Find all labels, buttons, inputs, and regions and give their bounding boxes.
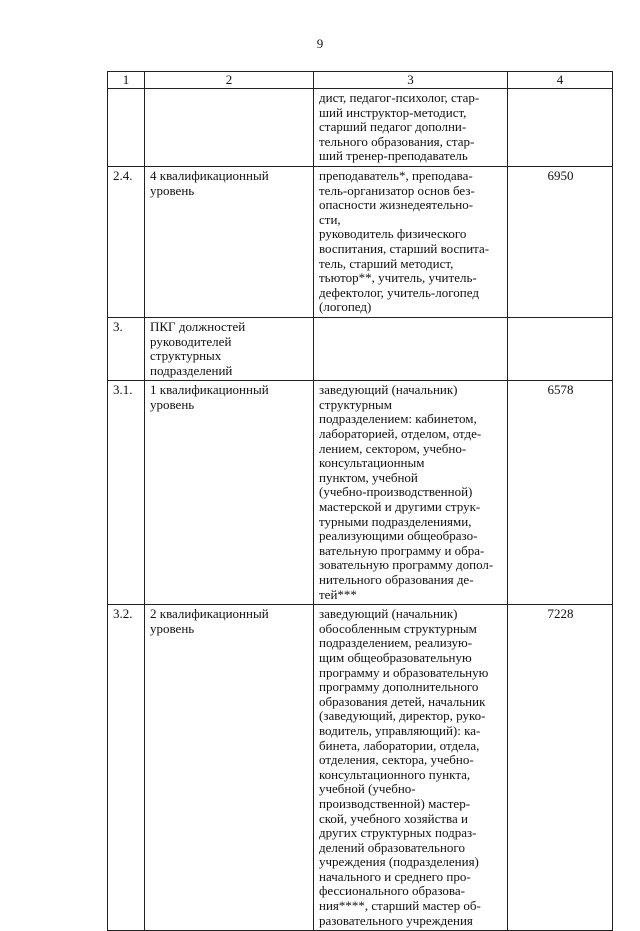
position-line: лабораторией, отделом, отде- bbox=[319, 426, 482, 442]
position-line: щим общеобразовательную bbox=[319, 649, 472, 665]
qualification-group-line: 2 квалификационный bbox=[150, 606, 269, 622]
table-body bbox=[108, 89, 613, 931]
positions-cell bbox=[314, 89, 508, 167]
position-line: структурным bbox=[319, 396, 393, 412]
table-row bbox=[108, 605, 613, 931]
positions-cell bbox=[314, 381, 508, 605]
qualification-group-line: 1 квалификационный bbox=[150, 382, 269, 398]
position-line: ший инструктор-методист, bbox=[319, 104, 467, 120]
position-line: программу и образовательную bbox=[319, 664, 489, 680]
position-line: заведующий (начальник) bbox=[319, 382, 458, 398]
position-line: фессионального образова- bbox=[319, 883, 465, 899]
position-line: тьютор**, учитель, учитель- bbox=[319, 270, 477, 286]
position-line: производственной) мастер- bbox=[319, 795, 471, 811]
qualification-group-line: подразделений bbox=[150, 362, 233, 378]
qualification-group-cell bbox=[145, 89, 314, 167]
qualification-group-line: ПКГ должностей bbox=[150, 318, 246, 334]
position-line: (учебно-производственной) bbox=[319, 484, 473, 500]
table-row bbox=[108, 381, 613, 605]
table-row bbox=[108, 89, 613, 167]
position-line: тель-организатор основ без- bbox=[319, 182, 475, 198]
header-col-4: 4 bbox=[508, 72, 613, 89]
qualification-group-line: уровень bbox=[150, 396, 195, 412]
position-line: пунктом, учебной bbox=[319, 469, 418, 485]
position-line: (заведующий, директор, руко- bbox=[319, 708, 486, 724]
table-row bbox=[108, 166, 613, 317]
position-line: старший педагог дополни- bbox=[319, 119, 467, 135]
row-number: 3. bbox=[108, 317, 145, 380]
position-line: водитель, управляющий): ка- bbox=[319, 722, 481, 738]
position-line: бинета, лаборатории, отдела, bbox=[319, 737, 480, 753]
position-line: ской, учебного хозяйства и bbox=[319, 810, 468, 826]
header-col-3: 3 bbox=[314, 72, 508, 89]
row-number bbox=[108, 89, 145, 167]
position-line: других структурных подраз- bbox=[319, 825, 477, 841]
salary-table bbox=[107, 71, 613, 931]
header-col-1: 1 bbox=[108, 72, 145, 89]
position-line: реализующими общеобразо- bbox=[319, 528, 478, 544]
position-line: руководитель физического bbox=[319, 226, 467, 242]
position-line: воспитания, старший воспита- bbox=[319, 240, 490, 256]
table-header-row bbox=[108, 72, 613, 89]
position-line: образования детей, начальник bbox=[319, 693, 486, 709]
header-col-2: 2 bbox=[145, 72, 314, 89]
salary-value bbox=[508, 89, 613, 167]
position-line: консультационным bbox=[319, 455, 425, 471]
position-line: тельного образования, стар- bbox=[319, 133, 475, 149]
positions-cell bbox=[314, 166, 508, 317]
position-line: учреждения (подразделения) bbox=[319, 854, 479, 870]
position-line: сти, bbox=[319, 211, 341, 227]
position-line: начального и среднего про- bbox=[319, 868, 471, 884]
salary-value: 6578 bbox=[508, 381, 613, 605]
qualification-group-cell bbox=[145, 605, 314, 931]
position-line: (логопед) bbox=[319, 299, 372, 315]
position-line: ния****, старший мастер об- bbox=[319, 898, 481, 914]
salary-value: 6950 bbox=[508, 166, 613, 317]
position-line: вательную программу и обра- bbox=[319, 542, 485, 558]
position-line: программу дополнительного bbox=[319, 679, 479, 695]
position-line: тей*** bbox=[319, 586, 357, 602]
positions-cell bbox=[314, 317, 508, 380]
position-line: зовательную программу допол- bbox=[319, 557, 494, 573]
position-line: делений образовательного bbox=[319, 839, 465, 855]
salary-value: 7228 bbox=[508, 605, 613, 931]
row-number: 3.1. bbox=[108, 381, 145, 605]
qualification-group-cell bbox=[145, 166, 314, 317]
position-line: тель, старший методист, bbox=[319, 255, 454, 271]
position-line: дист, педагог-психолог, стар- bbox=[319, 90, 480, 105]
table-row bbox=[108, 317, 613, 380]
qualification-group-line: руководителей bbox=[150, 333, 232, 349]
qualification-group-line: уровень bbox=[150, 182, 195, 198]
qualification-group-line: уровень bbox=[150, 620, 195, 636]
position-line: отделения, сектора, учебно- bbox=[319, 752, 474, 768]
position-line: турными подразделениями, bbox=[319, 513, 472, 529]
salary-value bbox=[508, 317, 613, 380]
position-line: учебной (учебно- bbox=[319, 781, 416, 797]
position-line: дефектолог, учитель-логопед bbox=[319, 284, 479, 300]
position-line: консультационного пункта, bbox=[319, 766, 471, 782]
position-line: нительного образования де- bbox=[319, 572, 474, 587]
row-number: 2.4. bbox=[108, 166, 145, 317]
position-line: обособленным структурным bbox=[319, 620, 477, 636]
position-line: подразделением, реализую- bbox=[319, 635, 473, 651]
position-line: подразделением: кабинетом, bbox=[319, 411, 477, 427]
position-line: преподаватель*, преподава- bbox=[319, 167, 473, 183]
qualification-group-cell bbox=[145, 317, 314, 380]
position-line: мастерской и другими струк- bbox=[319, 499, 481, 515]
position-line: заведующий (начальник) bbox=[319, 606, 458, 622]
position-line: ший тренер-преподаватель bbox=[319, 148, 468, 164]
qualification-group-line: 4 квалификационный bbox=[150, 167, 269, 183]
qualification-group-cell bbox=[145, 381, 314, 605]
page-number: 9 bbox=[316, 36, 324, 51]
positions-cell bbox=[314, 605, 508, 931]
qualification-group-line: структурных bbox=[150, 348, 222, 364]
row-number: 3.2. bbox=[108, 605, 145, 931]
position-line: лением, сектором, учебно- bbox=[319, 440, 467, 456]
position-line: разовательного учреждения bbox=[319, 912, 473, 928]
position-line: опасности жизнедеятельно- bbox=[319, 197, 474, 213]
